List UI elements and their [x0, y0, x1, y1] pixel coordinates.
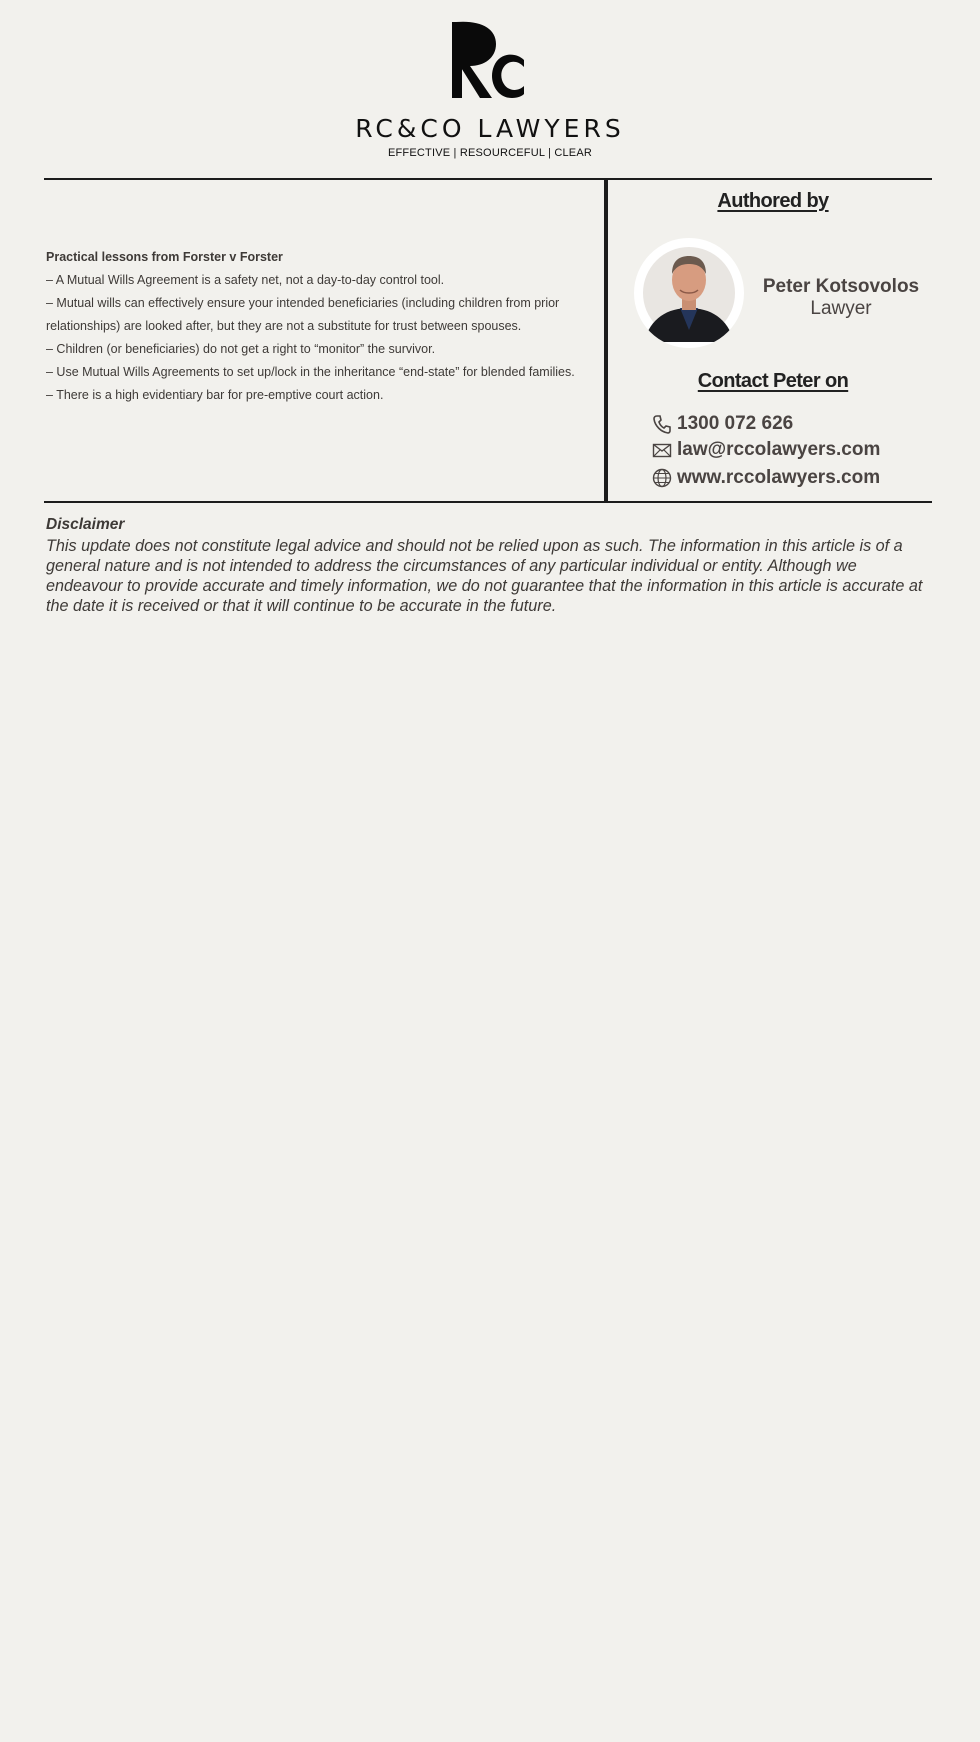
contact-heading: Contact Peter on — [697, 370, 849, 392]
phone-number[interactable]: 1300 072 626 — [677, 413, 794, 434]
avatar-portrait-icon — [634, 238, 744, 348]
article-line: – A Mutual Wills Agreement is a safety net, not a day-to-day control tool. — [46, 273, 445, 287]
authored-by-heading: Authored by — [717, 190, 829, 212]
article-summary — [46, 246, 586, 407]
brand-tagline: EFFECTIVE | RESOURCEFUL | CLEAR — [387, 147, 593, 159]
author-name: Peter Kotsovolos — [762, 276, 920, 297]
article-title: Practical lessons from Forster v Forster — [46, 250, 283, 264]
author-sidebar — [608, 180, 932, 500]
contact-email[interactable] — [652, 437, 880, 463]
email-address[interactable]: law@rccolawyers.com — [677, 439, 881, 460]
disclaimer — [46, 514, 936, 616]
website-link[interactable]: www.rccolawyers.com — [677, 467, 881, 488]
phone-icon — [652, 414, 672, 434]
brand-name: RC&CO LAWYERS — [355, 114, 625, 143]
page-header — [0, 0, 980, 170]
article-line: – There is a high evidentiary bar for pre-emptive court action. — [46, 388, 384, 402]
author-photo — [634, 238, 744, 348]
contact-website[interactable] — [652, 465, 880, 491]
divider-bottom — [44, 501, 932, 503]
article-line: – Children (or beneficiaries) do not get a right to “monitor” the survivor. — [46, 342, 436, 356]
article-line: – Mutual wills can effectively ensure your intended beneficiaries (including children from prior relationships) are looked after, but they are not a substitute for trust between spouses. — [46, 296, 560, 333]
article-line: – Use Mutual Wills Agreements to set up/lock in the inheritance “end-state” for blended families. — [46, 365, 575, 379]
author-role: Lawyer — [810, 298, 872, 319]
envelope-icon — [652, 440, 672, 460]
disclaimer-title: Disclaimer — [46, 516, 125, 533]
rc-monogram-icon[interactable] — [450, 18, 530, 102]
contact-phone[interactable] — [652, 411, 793, 437]
disclaimer-text: This update does not constitute legal advice and should not be relied upon as such. The information in this article is of a general nature and is not intended to address the circumstances of any particular individual or entity. Although we endeavour to provide accurate and timely information, we do not guarantee that the information in this article is accurate at the date it is received or that it will continue to be accurate in the future. — [46, 537, 923, 615]
globe-icon — [652, 468, 672, 488]
